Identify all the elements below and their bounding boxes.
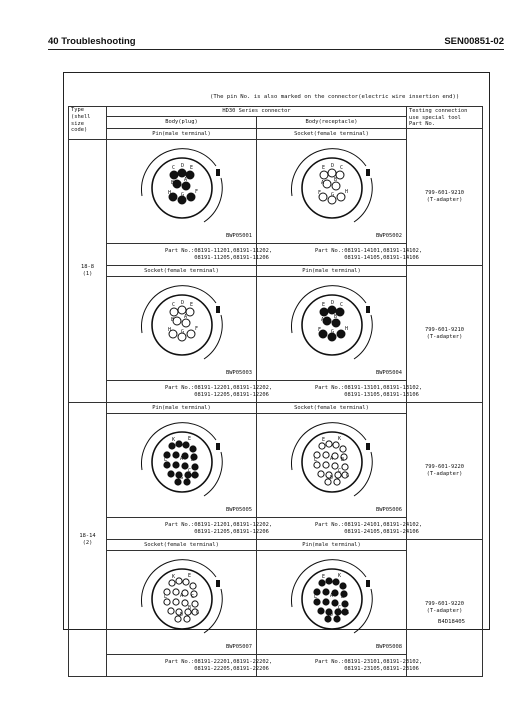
- pin-hole: [333, 442, 339, 448]
- pin-letter: D: [331, 300, 335, 306]
- pin-hole: [186, 308, 194, 316]
- pin-letter: A: [184, 177, 188, 183]
- pin-letter: G: [180, 475, 184, 481]
- pin-letter: C: [191, 594, 195, 600]
- drawing-code: BWP05004: [376, 370, 402, 377]
- pin-letter: E: [322, 574, 326, 580]
- pin-hole: [182, 182, 190, 190]
- type-header: Type (shell size code): [69, 107, 107, 140]
- pin-hole: [323, 589, 329, 595]
- connector-outline-arc: [204, 315, 222, 359]
- pin-hole: [173, 462, 179, 468]
- pin-letter: C: [172, 165, 176, 171]
- drawing-number: B4D18405: [438, 619, 465, 625]
- subheader: Pin(male terminal): [257, 540, 407, 551]
- pin-letter: H: [168, 190, 172, 196]
- pin-hole: [170, 308, 178, 316]
- pin-hole: [318, 471, 324, 477]
- drawing-code: BWP05003: [226, 370, 252, 377]
- pin-hole: [173, 180, 181, 188]
- connector-drawing-cell: [257, 414, 407, 518]
- connector-shell: [152, 432, 212, 492]
- subheader: Socket(female terminal): [107, 540, 257, 551]
- pin-hole: [320, 171, 328, 179]
- pin-letter: L: [164, 594, 168, 600]
- pin-hole: [183, 579, 189, 585]
- connector-outline-arc: [204, 589, 222, 633]
- connector-key: [216, 306, 220, 313]
- pin-hole: [178, 169, 186, 177]
- pin-hole: [328, 169, 336, 177]
- pin-hole: [342, 464, 348, 470]
- pin-letter: K: [172, 574, 176, 580]
- connector-outline-arc: [354, 452, 372, 496]
- connector-key: [366, 443, 370, 450]
- pin-hole: [333, 579, 339, 585]
- pin-letter: H: [345, 326, 349, 332]
- pin-letter: F: [318, 327, 322, 333]
- drawing-code: BWP05001: [226, 233, 252, 240]
- pin-letter: E: [188, 436, 192, 442]
- section-title: 40 Troubleshooting: [48, 36, 136, 47]
- pin-letter: A: [184, 314, 188, 320]
- pin-hole: [173, 589, 179, 595]
- pin-letter: A: [321, 317, 325, 323]
- pin-letter: B: [191, 457, 195, 463]
- part-number: Part No.:08191-24101,08191-24102, 08191-24105,08191-24106: [257, 518, 407, 540]
- pin-letter: G: [196, 610, 200, 616]
- pin-letter: D: [196, 473, 200, 479]
- tool-part-number: 799-601-9220 (T-adapter): [407, 403, 483, 540]
- part-number: Part No.:08191-13101,08191-13102, 08191-13105,08191-13106: [257, 381, 407, 403]
- pin-letter: C: [340, 165, 344, 171]
- pin-letter: B: [171, 180, 175, 186]
- connector-drawing-cell: [257, 277, 407, 381]
- part-number: Part No.:08191-12201,08191-12202, 08191-12205,08191-12206: [107, 381, 257, 403]
- pin-letter: B: [171, 317, 175, 323]
- subheader: Pin(male terminal): [257, 266, 407, 277]
- pin-hole: [326, 578, 332, 584]
- connector-outline-arc: [354, 315, 372, 359]
- pin-letter: B: [334, 177, 338, 183]
- pin-letter: L: [314, 457, 318, 463]
- connector-drawing: [257, 551, 407, 654]
- part-number: Part No.:08191-23101,08191-23102, 08191-23105,08191-23106: [257, 655, 407, 677]
- connector-shell: [302, 569, 362, 629]
- document-id: SEN00851-02: [444, 36, 504, 47]
- pin-hole: [186, 171, 194, 179]
- testing-header: Testing connection use special tool Part No.: [407, 107, 483, 129]
- pin-hole: [337, 193, 345, 201]
- pin-hole: [173, 452, 179, 458]
- connector-outline-arc: [204, 452, 222, 496]
- shell-size-code: 18-14 (2): [69, 403, 107, 677]
- connector-outline-arc: [204, 178, 222, 222]
- part-number: Part No.:08191-22201,08191-22202, 08191-22205,08191-22206: [107, 655, 257, 677]
- connector-key: [216, 443, 220, 450]
- connector-drawing-cell: [107, 140, 257, 244]
- drawing-code: BWP05002: [376, 233, 402, 240]
- pin-hole: [323, 317, 331, 325]
- pin-hole: [173, 317, 181, 325]
- connector-drawing: [257, 277, 407, 380]
- pin-letter: D: [330, 475, 334, 481]
- pin-letter: G: [181, 192, 185, 198]
- connector-drawing-cell: [107, 277, 257, 381]
- connector-drawing: [107, 414, 257, 517]
- pin-letter: D: [180, 612, 184, 618]
- pin-letter: G: [346, 610, 350, 616]
- pin-letter: D: [330, 612, 334, 618]
- pin-letter: A: [321, 180, 325, 186]
- pin-hole: [340, 583, 346, 589]
- tool-part-number: 799-601-9220 (T-adapter): [407, 540, 483, 677]
- pin-hole: [187, 193, 195, 201]
- pin-letter: C: [338, 605, 342, 611]
- pin-hole: [176, 578, 182, 584]
- pin-letter: C: [340, 302, 344, 308]
- pin-letter: H: [168, 327, 172, 333]
- pin-hole: [170, 171, 178, 179]
- pin-hole: [192, 464, 198, 470]
- connector-drawing: [107, 551, 257, 654]
- pin-hole: [332, 182, 340, 190]
- connector-drawing-cell: [257, 140, 407, 244]
- subheader: Pin(male terminal): [107, 129, 257, 140]
- connector-table: [68, 106, 483, 677]
- pin-hole: [183, 442, 189, 448]
- connector-drawing: [257, 414, 407, 517]
- connector-drawing: [257, 140, 407, 243]
- pin-hole: [323, 452, 329, 458]
- pin-hole: [342, 601, 348, 607]
- pin-letter: G: [331, 329, 335, 335]
- connector-shell: [152, 569, 212, 629]
- pin-hole: [190, 446, 196, 452]
- pin-letter: E: [190, 165, 194, 171]
- pin-letter: E: [190, 302, 194, 308]
- drawing-code: BWP05006: [376, 507, 402, 514]
- pin-letter: D: [181, 163, 185, 169]
- drawing-code: BWP05008: [376, 644, 402, 651]
- pin-hole: [334, 616, 340, 622]
- pin-letter: L: [164, 457, 168, 463]
- drawing-code: BWP05005: [226, 507, 252, 514]
- connector-outline-arc: [354, 178, 372, 222]
- pin-hole: [169, 580, 175, 586]
- pin-letter: K: [338, 573, 342, 579]
- pin-letter: A: [180, 456, 184, 462]
- pin-hole: [184, 616, 190, 622]
- pin-hole: [178, 306, 186, 314]
- pin-letter: G: [181, 329, 185, 335]
- pin-hole: [323, 462, 329, 468]
- pin-letter: D: [181, 300, 185, 306]
- pin-letter: A: [330, 456, 334, 462]
- part-number: Part No.:08191-21201,08191-12202, 08191-21205,08191-12206: [107, 518, 257, 540]
- pin-hole: [326, 441, 332, 447]
- pin-hole: [173, 599, 179, 605]
- subheader: Socket(female terminal): [107, 266, 257, 277]
- pin-letter: E: [322, 437, 326, 443]
- pin-letter: B: [334, 314, 338, 320]
- connector-drawing: [107, 277, 257, 380]
- pin-hole: [340, 446, 346, 452]
- pin-letter: K: [338, 436, 342, 442]
- body-receptacle-header: Body(receptacle): [257, 117, 407, 129]
- pin-letter: F: [195, 326, 199, 332]
- connector-key: [216, 169, 220, 176]
- tool-part-number: 799-601-9210 (T-adapter): [407, 266, 483, 403]
- connector-key: [366, 580, 370, 587]
- pin-hole: [320, 308, 328, 316]
- pin-number-note: (The pin No. is also marked on the connector(electric wire insertion end)): [210, 94, 460, 100]
- tool-part-number: 799-601-9210 (T-adapter): [407, 129, 483, 266]
- pin-letter: G: [331, 192, 335, 198]
- pin-hole: [187, 330, 195, 338]
- connector-drawing-cell: [107, 551, 257, 655]
- pin-hole: [319, 443, 325, 449]
- connector-drawing-cell: [107, 414, 257, 518]
- connector-outline-arc: [354, 589, 372, 633]
- connector-key: [216, 580, 220, 587]
- pin-letter: H: [345, 189, 349, 195]
- pin-letter: C: [188, 468, 192, 474]
- pin-hole: [169, 443, 175, 449]
- page-header: [48, 33, 504, 49]
- pin-hole: [336, 308, 344, 316]
- pin-letter: E: [322, 165, 326, 171]
- pin-hole: [318, 608, 324, 614]
- subheader: Socket(female terminal): [257, 129, 407, 140]
- connector-drawing-cell: [257, 551, 407, 655]
- pin-letter: C: [172, 302, 176, 308]
- pin-hole: [168, 608, 174, 614]
- pin-letter: A: [330, 593, 334, 599]
- part-number: Part No.:08191-14101,08191-14102, 08191-14105,08191-14106: [257, 244, 407, 266]
- body-plug-header: Body(plug): [107, 117, 257, 129]
- pin-letter: C: [338, 468, 342, 474]
- pin-letter: G: [346, 473, 350, 479]
- pin-hole: [332, 319, 340, 327]
- drawing-code: BWP05007: [226, 644, 252, 651]
- header-rule: [48, 49, 504, 50]
- pin-letter: A: [180, 593, 184, 599]
- pin-hole: [190, 583, 196, 589]
- pin-letter: B: [341, 457, 345, 463]
- connector-key: [366, 169, 370, 176]
- pin-hole: [192, 601, 198, 607]
- pin-letter: F: [195, 189, 199, 195]
- pin-letter: B: [341, 594, 345, 600]
- subheader: Socket(female terminal): [257, 403, 407, 414]
- pin-hole: [168, 471, 174, 477]
- pin-hole: [328, 306, 336, 314]
- pin-letter: L: [314, 594, 318, 600]
- pin-hole: [323, 180, 331, 188]
- subheader: Pin(male terminal): [107, 403, 257, 414]
- pin-hole: [336, 171, 344, 179]
- pin-hole: [184, 479, 190, 485]
- pin-letter: F: [318, 190, 322, 196]
- pin-hole: [182, 319, 190, 327]
- pin-letter: K: [172, 437, 176, 443]
- pin-hole: [334, 479, 340, 485]
- pin-letter: D: [331, 163, 335, 169]
- series-header: HD30 Series connector: [107, 107, 407, 117]
- pin-letter: E: [322, 302, 326, 308]
- pin-hole: [337, 330, 345, 338]
- shell-size-code: 18-8 (1): [69, 140, 107, 403]
- connector-drawing: [107, 140, 257, 243]
- pin-letter: B: [188, 605, 192, 611]
- part-number: Part No.:08191-11201,08191-11202, 08191-11205,08191-11206: [107, 244, 257, 266]
- pin-hole: [323, 599, 329, 605]
- pin-hole: [319, 580, 325, 586]
- pin-letter: E: [188, 573, 192, 579]
- pin-hole: [176, 441, 182, 447]
- connector-shell: [302, 432, 362, 492]
- connector-key: [366, 306, 370, 313]
